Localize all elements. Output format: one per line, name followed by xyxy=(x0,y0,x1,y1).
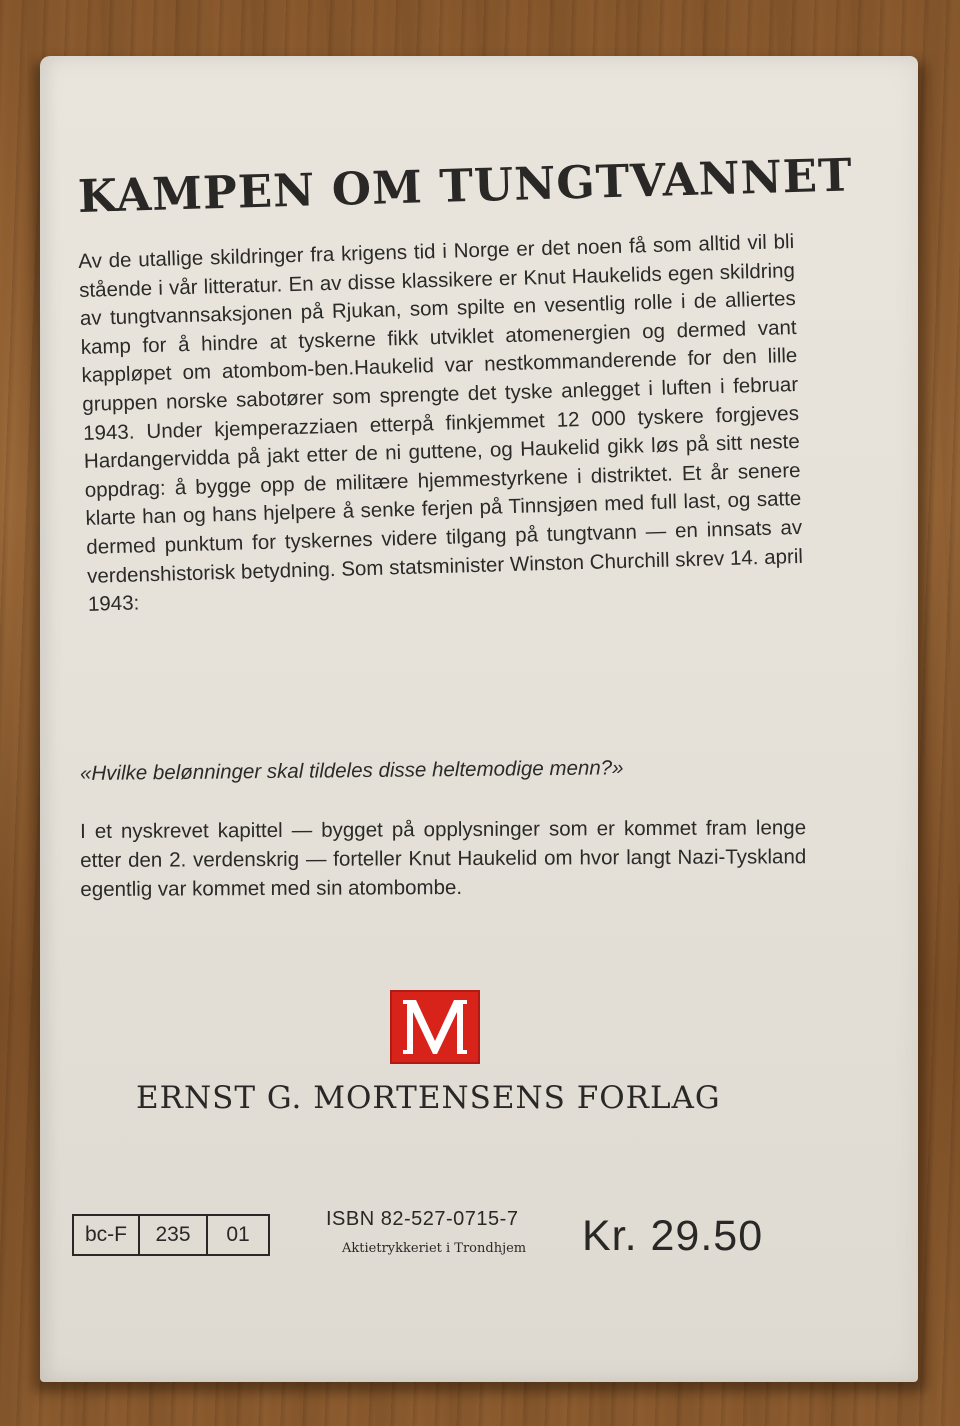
catalog-code-number: 235 xyxy=(140,1216,208,1254)
new-chapter-note: I et nyskrevet kapittel — bygget på opplysninger som er kommet fram lenge etter den 2. verdenskrig — forteller Knut Haukelid om hvor langt Nazi-Tyskland egentlig var kommet med sin atombombe. xyxy=(80,816,807,901)
publisher-name: ERNST G. MORTENSENS FORLAG xyxy=(136,1080,721,1116)
book-title: KAMPEN OM TUNGTVANNET xyxy=(77,148,854,223)
blurb-text: Av de utallige skildringer fra krigens tid i Norge er det noen få som alltid vil bli stående i vår litteratur. En av disse klassikere er Knut Haukelids egen skildring av tungtvannsaksjonen på Rjukan, som spilte en vesentlig rolle i de alliertes kamp for å hindre at tyskerne fikk utviklet atomenergien og dermed vant kappløpet om atombom-ben.Haukelid var nestkommanderende for den lille gruppen norske sabotører som sprengte det tyske anlegget i luften i februar 1943. Under kjemperazziaen etterpå finkjemmet 12 000 tyskere forgjeves Hardangervidda på jakt etter de ni guttene, og Haukelid gikk løs på sitt neste oppdrag: å bygge opp de militære hjemmestyrkene i distriktet. Et år senere klarte han og hans hjelpere å senke ferjen på Tinnsjøen med full last, og satte dermed punktum for tyskernes videre tilgang på tungtvann — en innsats av verdenshistorisk betydning. Som statsminister Winston Churchill skrev 14. april 1943: xyxy=(78,230,804,616)
price-label: Kr. 29.50 xyxy=(582,1212,764,1260)
printer-name: Aktietrykkeriet i Trondhjem xyxy=(342,1241,527,1256)
catalog-code-series: bc-F xyxy=(74,1216,140,1254)
isbn-number: ISBN 82-527-0715-7 xyxy=(326,1208,519,1230)
publisher-logo xyxy=(390,990,480,1064)
churchill-quote: «Hvilke belønninger skal tildeles disse heltemodige menn?» xyxy=(79,756,624,785)
catalog-code-box xyxy=(72,1214,270,1256)
m-logo-icon xyxy=(397,996,473,1058)
catalog-code-edition: 01 xyxy=(226,1223,250,1246)
